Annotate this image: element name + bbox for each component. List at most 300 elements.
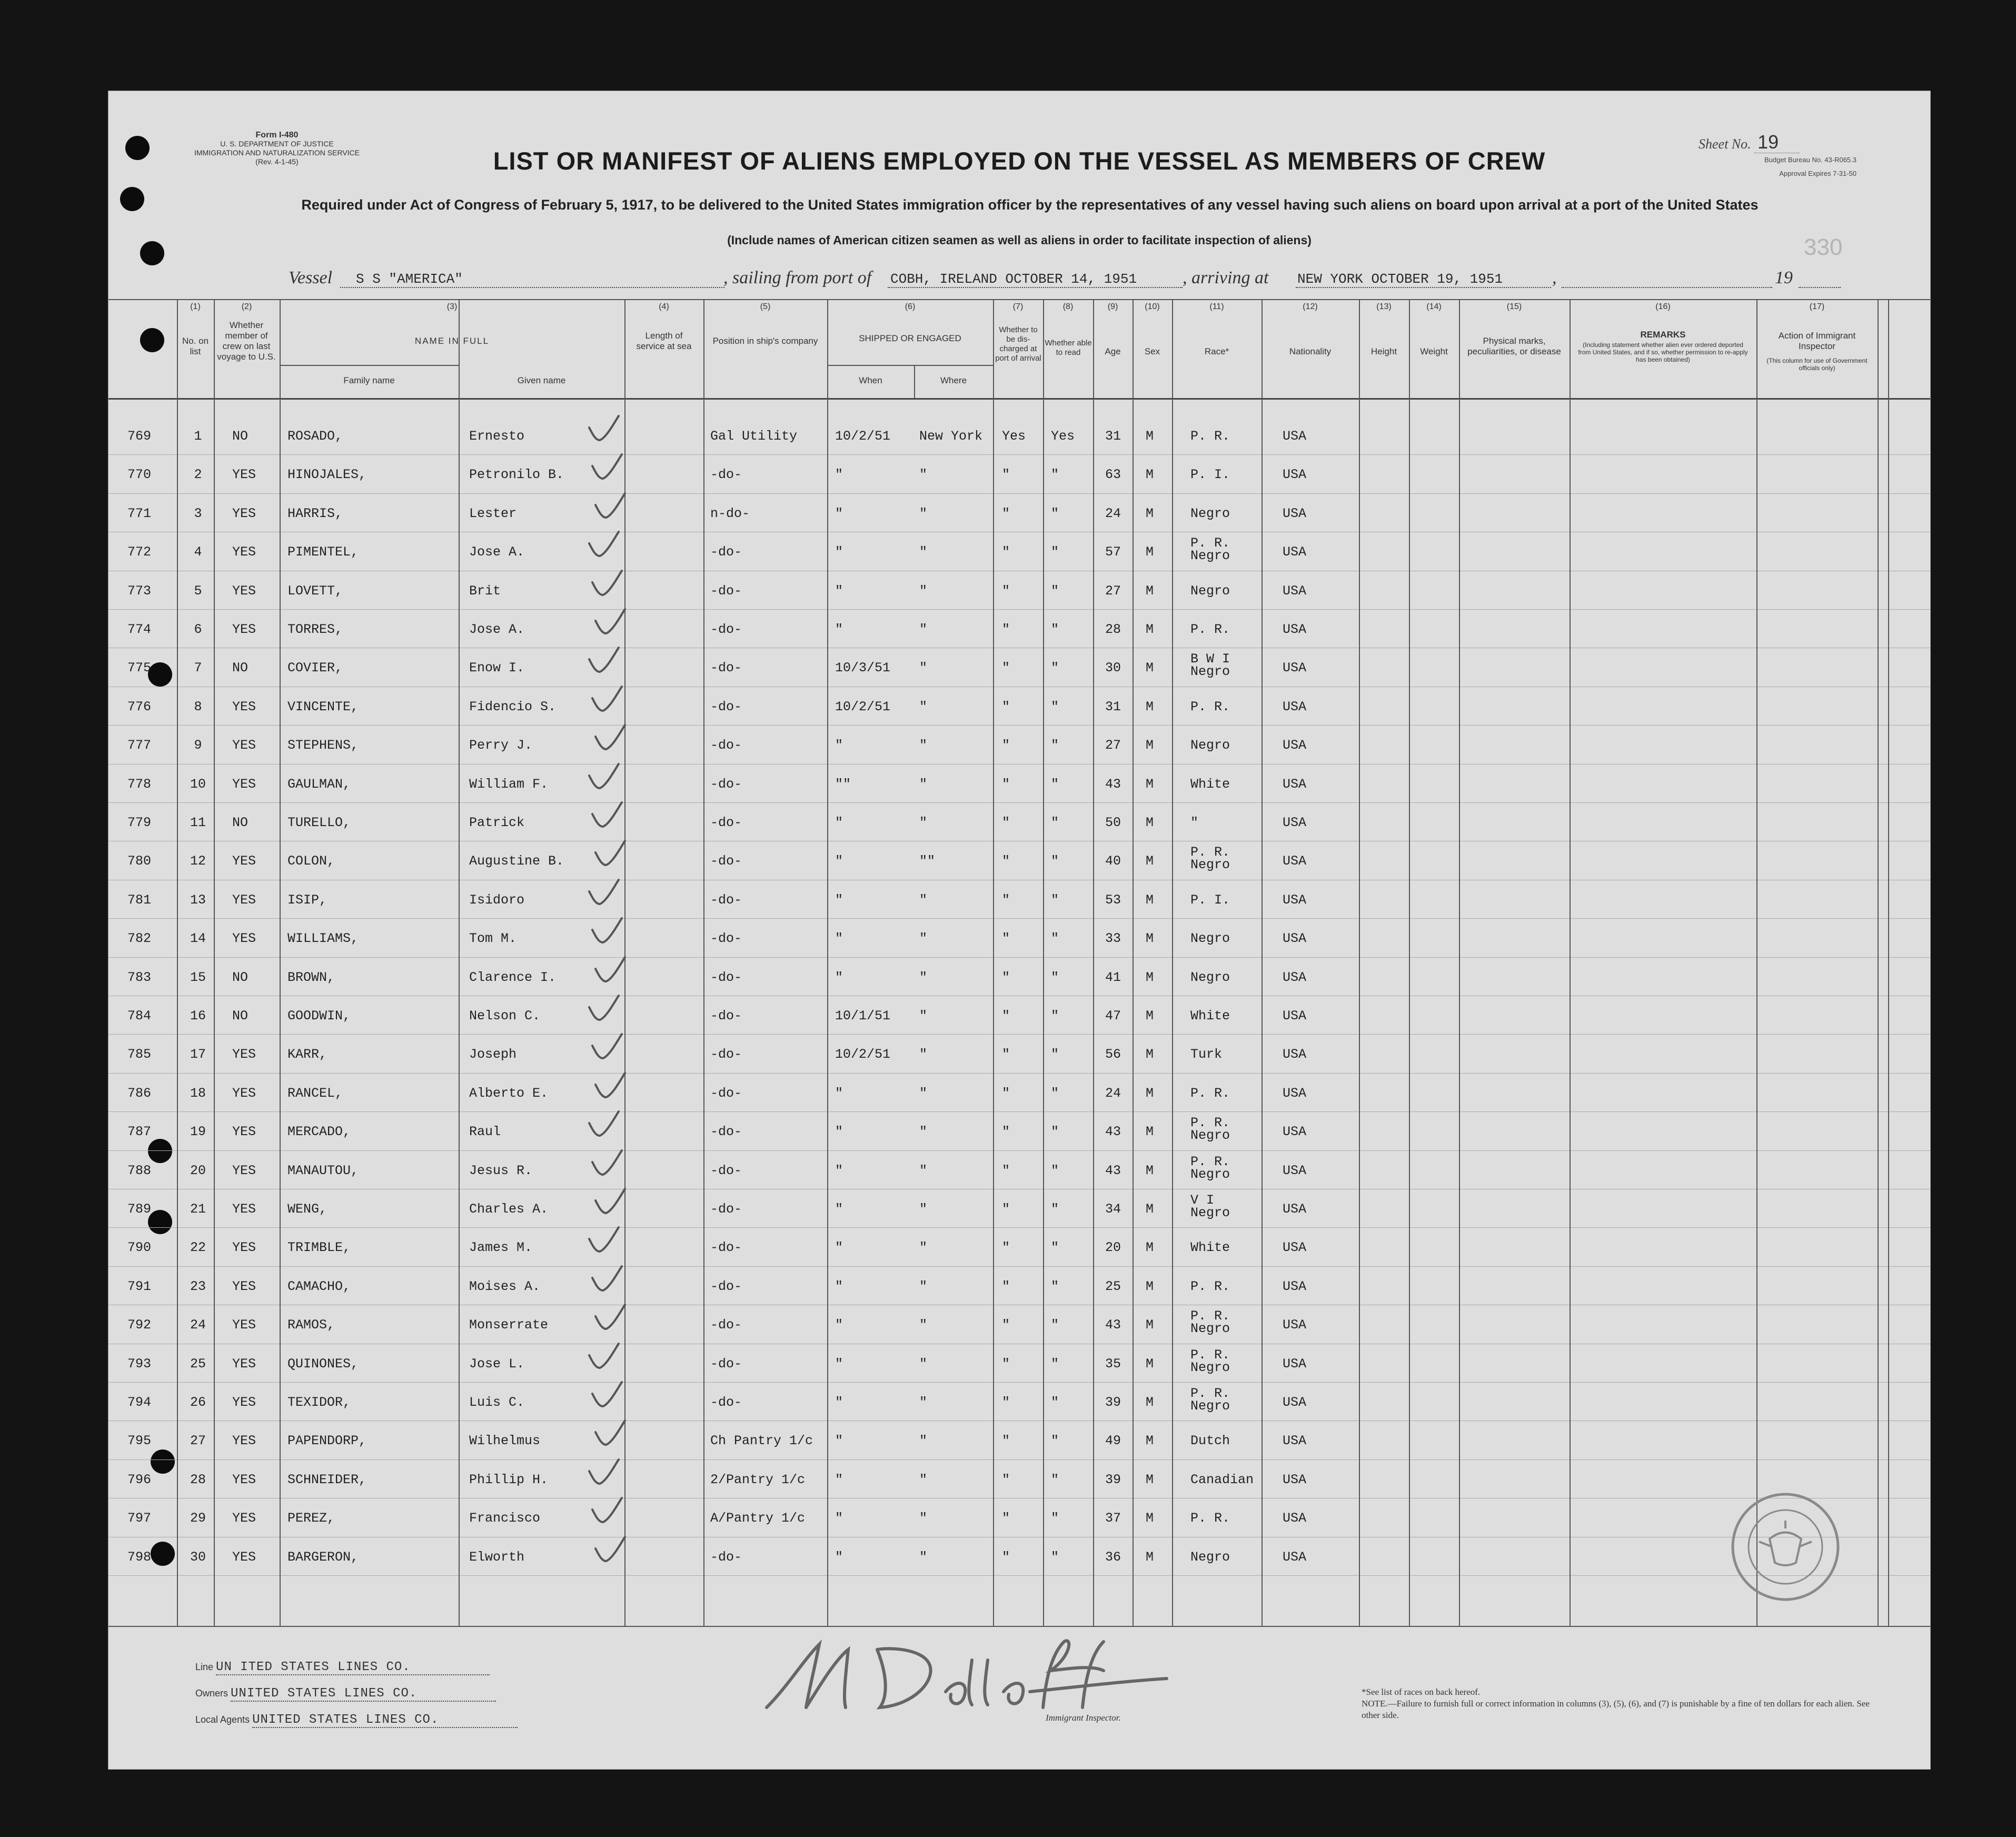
cell-pos: -do-: [710, 1549, 742, 1565]
cell-family: ROSADO,: [287, 429, 343, 444]
cell-prev: YES: [232, 1317, 256, 1333]
check-mark-icon: [591, 1417, 628, 1449]
header-family-name: Family name: [343, 375, 395, 385]
cell-where: ": [919, 1124, 928, 1140]
column-rule: [703, 299, 704, 1626]
header-inspector-action: Action of Immigrant Inspector: [1778, 331, 1856, 351]
cell-sex: M: [1146, 1085, 1154, 1101]
cell-race: Dutch: [1190, 1433, 1230, 1449]
cell-given: Jesus R.: [469, 1163, 533, 1178]
check-mark-icon: [585, 877, 622, 908]
cell-family: HINOJALES,: [287, 467, 367, 483]
cell-race-line1: P. R.: [1190, 1386, 1230, 1401]
cell-age: 27: [1105, 738, 1121, 753]
cell-pos: -do-: [710, 1317, 742, 1333]
column-rule: [1172, 299, 1173, 1626]
table-row: [108, 1541, 1930, 1580]
check-mark-icon: [585, 413, 622, 444]
cell-given: Tom M.: [469, 931, 517, 947]
cell-family: CAMACHO,: [287, 1278, 351, 1294]
header-position: Position in ship's company: [712, 336, 818, 346]
cell-prev: YES: [232, 738, 256, 753]
cell-disch: ": [1002, 1202, 1010, 1217]
cell-nat: USA: [1283, 738, 1307, 753]
cell-no: 15: [190, 969, 206, 985]
vessel-name: S S "AMERICA": [356, 271, 463, 287]
cell-sex: M: [1146, 1395, 1154, 1410]
cell-where: ": [919, 969, 928, 985]
cell-no: 13: [190, 892, 206, 908]
owners-value: UNITED STATES LINES CO.: [231, 1686, 496, 1702]
cell-no: 26: [190, 1395, 206, 1410]
cell-age: 36: [1105, 1549, 1121, 1565]
cell-given: Petronilo B.: [469, 467, 564, 483]
cell-read: ": [1051, 738, 1059, 753]
cell-where: ": [919, 1008, 928, 1024]
cell-where: ": [919, 1317, 928, 1333]
cell-where: ": [919, 815, 928, 830]
cell-when: 10/3/51: [835, 660, 891, 676]
cell-nat: USA: [1283, 1124, 1307, 1140]
cell-prev: YES: [232, 1163, 256, 1178]
column-rule: [1878, 299, 1879, 1626]
cell-read: ": [1051, 853, 1059, 869]
cell-sex: M: [1146, 776, 1154, 792]
vessel-line: [108, 268, 1930, 291]
cell-race-line2: Negro: [1190, 1398, 1230, 1414]
punch-hole: [120, 187, 144, 211]
table-row: [108, 1464, 1930, 1502]
cell-family: GAULMAN,: [287, 776, 351, 792]
column-rule: [1133, 299, 1134, 1626]
cell-where: ": [919, 1278, 928, 1294]
cell-ref: 790: [127, 1240, 152, 1256]
year-label: 19: [1775, 268, 1793, 287]
col-num: (11): [1209, 302, 1224, 311]
column-rule: [459, 299, 460, 1626]
cell-ref: 770: [127, 467, 152, 483]
cell-family: LOVETT,: [287, 583, 343, 599]
cell-race-line2: Negro: [1190, 1321, 1230, 1337]
cell-race: Negro: [1190, 1549, 1230, 1565]
cell-disch: ": [1002, 583, 1010, 599]
cell-prev: NO: [232, 815, 249, 830]
cell-read: ": [1051, 1047, 1059, 1063]
col-num: (8): [1062, 302, 1074, 311]
cell-pos: -do-: [710, 1202, 742, 1217]
cell-family: GOODWIN,: [287, 1008, 351, 1024]
cell-where: ": [919, 660, 928, 676]
cell-race: P. R.: [1190, 1511, 1230, 1526]
cell-when: ": [835, 622, 843, 637]
cell-age: 50: [1105, 815, 1121, 830]
cell-race: P. R.: [1190, 622, 1230, 637]
cell-race-line1: B W I: [1190, 651, 1230, 667]
cell-pos: -do-: [710, 738, 742, 753]
cell-sex: M: [1146, 1240, 1154, 1256]
cell-given: Phillip H.: [469, 1472, 549, 1487]
cell-race: P. I.: [1190, 892, 1230, 908]
subcolumn-rule: [914, 365, 915, 398]
cell-prev: YES: [232, 1124, 256, 1140]
cell-race-line2: Negro: [1190, 857, 1230, 873]
penalty-note: NOTE.—Failure to furnish full or correct information in columns (3), (5), (6), and (7) is punishable by a fine of ten dollars for each alien. See other side.: [1362, 1699, 1870, 1720]
cell-read: ": [1051, 1085, 1059, 1101]
cell-nat: USA: [1283, 1395, 1307, 1410]
cell-ref: 774: [127, 622, 152, 637]
cell-disch: ": [1002, 1047, 1010, 1063]
cell-no: 21: [190, 1202, 206, 1217]
header-physical-marks: Physical marks, peculiarities, or disease: [1467, 336, 1561, 356]
cell-nat: USA: [1283, 1085, 1307, 1101]
cell-nat: USA: [1283, 892, 1307, 908]
cell-age: 63: [1105, 467, 1121, 483]
cell-prev: NO: [232, 1008, 249, 1024]
cell-given: Patrick: [469, 815, 525, 830]
check-mark-icon: [588, 1031, 625, 1063]
cell-age: 43: [1105, 1317, 1121, 1333]
cell-when: ": [835, 1124, 843, 1140]
cell-race: [1190, 1310, 1230, 1335]
cell-where: ": [919, 1085, 928, 1101]
cell-prev: YES: [232, 776, 256, 792]
cell-read: ": [1051, 815, 1059, 830]
table-row: [108, 536, 1930, 574]
cell-given: Jose L.: [469, 1356, 525, 1372]
table-row: [108, 1425, 1930, 1463]
cell-age: 31: [1105, 429, 1121, 444]
cell-ref: 788: [127, 1163, 152, 1178]
cell-disch: ": [1002, 738, 1010, 753]
cell-family: TURELLO,: [287, 815, 351, 830]
cell-pos: -do-: [710, 931, 742, 947]
cell-family: VINCENTE,: [287, 699, 359, 714]
cell-race-line1: P. R.: [1190, 845, 1230, 860]
cell-read: ": [1051, 1317, 1059, 1333]
cell-race: Negro: [1190, 931, 1230, 947]
cell-given: Luis C.: [469, 1395, 525, 1410]
cell-when: 10/1/51: [835, 1008, 891, 1024]
cell-family: TEXIDOR,: [287, 1395, 351, 1410]
footer-owners-row: [195, 1686, 496, 1701]
cell-ref: 781: [127, 892, 152, 908]
cell-no: 16: [190, 1008, 206, 1024]
cell-family: QUINONES,: [287, 1356, 359, 1372]
inspector-signature: [756, 1629, 1177, 1718]
cell-ref: 771: [127, 505, 152, 521]
cell-when: ": [835, 1356, 843, 1372]
header-weight: Weight: [1420, 346, 1448, 356]
cell-sex: M: [1146, 699, 1154, 714]
cell-disch: ": [1002, 699, 1010, 714]
cell-disch: ": [1002, 1008, 1010, 1024]
header-name: NAME IN FULL: [414, 336, 490, 346]
cell-prev: NO: [232, 660, 249, 676]
cell-age: 25: [1105, 1278, 1121, 1294]
cell-age: 47: [1105, 1008, 1121, 1024]
column-rule: [280, 299, 281, 1626]
table-row: [108, 807, 1930, 845]
cell-read: Yes: [1051, 429, 1075, 444]
cell-pos: A/Pantry 1/c: [710, 1511, 806, 1526]
cell-ref: 794: [127, 1395, 152, 1410]
check-mark-icon: [591, 838, 628, 869]
col-num: (7): [1012, 302, 1024, 311]
col-num: (15): [1506, 302, 1522, 311]
cell-disch: ": [1002, 1511, 1010, 1526]
cell-prev: YES: [232, 853, 256, 869]
table-row: [108, 459, 1930, 497]
cell-where: ": [919, 892, 928, 908]
vessel-label: Vessel: [289, 268, 333, 287]
cell-pos: -do-: [710, 1278, 742, 1294]
cell-age: 40: [1105, 853, 1121, 869]
cell-given: Ernesto: [469, 429, 525, 444]
cell-family: ISIP,: [287, 892, 327, 908]
cell-race: Canadian: [1190, 1472, 1254, 1487]
cell-given: Brit: [469, 583, 501, 599]
cell-no: 10: [190, 776, 206, 792]
row-rule: [108, 1111, 1930, 1112]
cell-when: ": [835, 1472, 843, 1487]
cell-pos: -do-: [710, 969, 742, 985]
cell-nat: USA: [1283, 776, 1307, 792]
cell-when: ": [835, 815, 843, 830]
cell-nat: USA: [1283, 1549, 1307, 1565]
cell-no: 23: [190, 1278, 206, 1294]
table-row: [108, 691, 1930, 729]
check-mark-icon: [591, 606, 628, 638]
cell-given: Enow I.: [469, 660, 525, 676]
cell-read: ": [1051, 1511, 1059, 1526]
row-rule: [108, 1150, 1930, 1151]
cell-when: ": [835, 1085, 843, 1101]
cell-prev: YES: [232, 544, 256, 560]
cell-race: P. R.: [1190, 1085, 1230, 1101]
cell-when: ": [835, 1202, 843, 1217]
cell-sex: M: [1146, 853, 1154, 869]
sailing-label: , sailing from port of: [723, 268, 872, 287]
cell-age: 53: [1105, 892, 1121, 908]
check-mark-icon: [588, 1379, 625, 1411]
cell-prev: YES: [232, 1549, 256, 1565]
cell-nat: USA: [1283, 1472, 1307, 1487]
agents-label: Local Agents: [195, 1714, 250, 1725]
row-rule: [108, 918, 1930, 919]
check-mark-icon: [591, 1534, 628, 1565]
cell-ref: 798: [127, 1549, 152, 1565]
header-shipped: SHIPPED OR ENGAGED: [859, 333, 961, 343]
cell-where: ": [919, 1202, 928, 1217]
cell-family: BROWN,: [287, 969, 335, 985]
cell-prev: YES: [232, 1511, 256, 1526]
cell-read: ": [1051, 1124, 1059, 1140]
cell-prev: YES: [232, 1202, 256, 1217]
cell-disch: ": [1002, 1124, 1010, 1140]
check-mark-icon: [588, 1147, 625, 1179]
cell-age: 24: [1105, 505, 1121, 521]
cell-sex: M: [1146, 1549, 1154, 1565]
cell-where: ": [919, 1356, 928, 1372]
cell-nat: USA: [1283, 1202, 1307, 1217]
cell-ref: 783: [127, 969, 152, 985]
cell-where: ": [919, 1472, 928, 1487]
column-rule: [1570, 299, 1571, 1626]
cell-race: [1190, 653, 1230, 678]
cell-read: ": [1051, 622, 1059, 637]
table-row: [108, 1309, 1930, 1347]
cell-age: 37: [1105, 1511, 1121, 1526]
cell-disch: ": [1002, 853, 1010, 869]
table-row: [108, 575, 1930, 613]
cell-no: 6: [194, 622, 202, 637]
cell-given: William F.: [469, 776, 549, 792]
cell-age: 34: [1105, 1202, 1121, 1217]
cell-prev: YES: [232, 467, 256, 483]
cell-read: ": [1051, 1008, 1059, 1024]
cell-prev: YES: [232, 1047, 256, 1063]
cell-given: Monserrate: [469, 1317, 549, 1333]
cell-prev: NO: [232, 969, 249, 985]
cell-given: Jose A.: [469, 622, 525, 637]
col-num: (9): [1107, 302, 1118, 311]
cell-family: BARGERON,: [287, 1549, 359, 1565]
cell-family: RANCEL,: [287, 1085, 343, 1101]
table-row: [108, 1232, 1930, 1270]
cell-no: 18: [190, 1085, 206, 1101]
cell-sex: M: [1146, 1433, 1154, 1449]
cell-race: White: [1190, 776, 1230, 792]
cell-no: 5: [194, 583, 202, 599]
cell-when: 10/2/51: [835, 429, 891, 444]
header-service-length: Length of service at sea: [636, 331, 692, 351]
table-row: [108, 1502, 1930, 1541]
check-mark-icon: [585, 644, 622, 676]
cell-prev: YES: [232, 1433, 256, 1449]
col-num: (13): [1376, 302, 1392, 311]
cell-where: ": [919, 544, 928, 560]
cell-disch: ": [1002, 931, 1010, 947]
table-row: [108, 729, 1930, 768]
line-value: UN ITED STATES LINES CO.: [216, 1660, 490, 1675]
cell-family: MANAUTOU,: [287, 1163, 359, 1178]
col-num: (4): [659, 302, 669, 311]
cell-sex: M: [1146, 1278, 1154, 1294]
cell-sex: M: [1146, 931, 1154, 947]
department: U. S. DEPARTMENT OF JUSTICE: [220, 140, 334, 148]
cell-family: PIMENTEL,: [287, 544, 359, 560]
table-row: [108, 884, 1930, 922]
agents-value: UNITED STATES LINES CO.: [252, 1713, 518, 1728]
cell-race: [1190, 1349, 1230, 1374]
table-row: [108, 1386, 1930, 1425]
cell-nat: USA: [1283, 1433, 1307, 1449]
cell-disch: ": [1002, 1085, 1010, 1101]
column-rule: [1459, 299, 1460, 1626]
cell-disch: ": [1002, 776, 1010, 792]
cell-sex: M: [1146, 1472, 1154, 1487]
row-rule: [108, 725, 1930, 726]
cell-sex: M: [1146, 1202, 1154, 1217]
cell-race-line2: Negro: [1190, 548, 1230, 564]
cell-race: Turk: [1190, 1047, 1223, 1063]
cell-pos: -do-: [710, 699, 742, 714]
cell-where: ": [919, 505, 928, 521]
cell-race: P. I.: [1190, 467, 1230, 483]
cell-race-line1: P. R.: [1190, 1115, 1230, 1131]
cell-race: P. R.: [1190, 1278, 1230, 1294]
cell-race: P. R.: [1190, 429, 1230, 444]
cell-where: ": [919, 1047, 928, 1063]
table-row: [108, 1155, 1930, 1193]
manifest-sheet: [108, 91, 1931, 1770]
cell-no: 29: [190, 1511, 206, 1526]
cell-age: 35: [1105, 1356, 1121, 1372]
table-row: [108, 845, 1930, 883]
column-rule: [1043, 299, 1044, 1626]
cell-age: 41: [1105, 969, 1121, 985]
row-rule: [108, 609, 1930, 610]
header-read: Whether able to read: [1045, 339, 1092, 357]
cell-nat: USA: [1283, 969, 1307, 985]
cell-race: Negro: [1190, 738, 1230, 753]
cell-read: ": [1051, 1549, 1059, 1565]
cell-when: 10/2/51: [835, 1047, 891, 1063]
cell-ref: 772: [127, 544, 152, 560]
cell-when: ": [835, 1163, 843, 1178]
cell-age: 33: [1105, 931, 1121, 947]
check-mark-icon: [588, 683, 625, 715]
cell-when: ": [835, 1549, 843, 1565]
cell-where: ": [919, 622, 928, 637]
cell-race-line1: V I: [1190, 1193, 1215, 1208]
row-rule: [108, 1034, 1930, 1035]
cell-race: Negro: [1190, 505, 1230, 521]
check-mark-icon: [588, 915, 625, 947]
cell-when: 10/2/51: [835, 699, 891, 714]
cell-given: Fidencio S.: [469, 699, 557, 714]
cell-where: ": [919, 738, 928, 753]
cell-prev: YES: [232, 699, 256, 714]
cell-given: Joseph: [469, 1047, 517, 1063]
cell-nat: USA: [1283, 1278, 1307, 1294]
cell-nat: USA: [1283, 583, 1307, 599]
cell-where: ": [919, 776, 928, 792]
cell-when: ": [835, 1317, 843, 1333]
cell-where: ": [919, 1549, 928, 1565]
cell-when: ": [835, 1511, 843, 1526]
cell-age: 49: [1105, 1433, 1121, 1449]
cell-ref: 793: [127, 1356, 152, 1372]
cell-no: 25: [190, 1356, 206, 1372]
table-row: [108, 1000, 1930, 1038]
cell-ref: 787: [127, 1124, 152, 1140]
cell-pos: -do-: [710, 467, 742, 483]
cell-pos: -do-: [710, 1163, 742, 1178]
cell-race: [1190, 537, 1230, 562]
cell-prev: NO: [232, 429, 249, 444]
cell-race-line1: P. R.: [1190, 1154, 1230, 1169]
cell-prev: YES: [232, 505, 256, 521]
cell-where: ": [919, 467, 928, 483]
header-prev-voyage: Whether member of crew on last voyage to U.S.: [217, 320, 276, 362]
table-row: [108, 1077, 1930, 1116]
cell-disch: ": [1002, 505, 1010, 521]
cell-read: ": [1051, 892, 1059, 908]
cell-given: Nelson C.: [469, 1008, 541, 1024]
cell-nat: USA: [1283, 1511, 1307, 1526]
cell-pos: -do-: [710, 660, 742, 676]
